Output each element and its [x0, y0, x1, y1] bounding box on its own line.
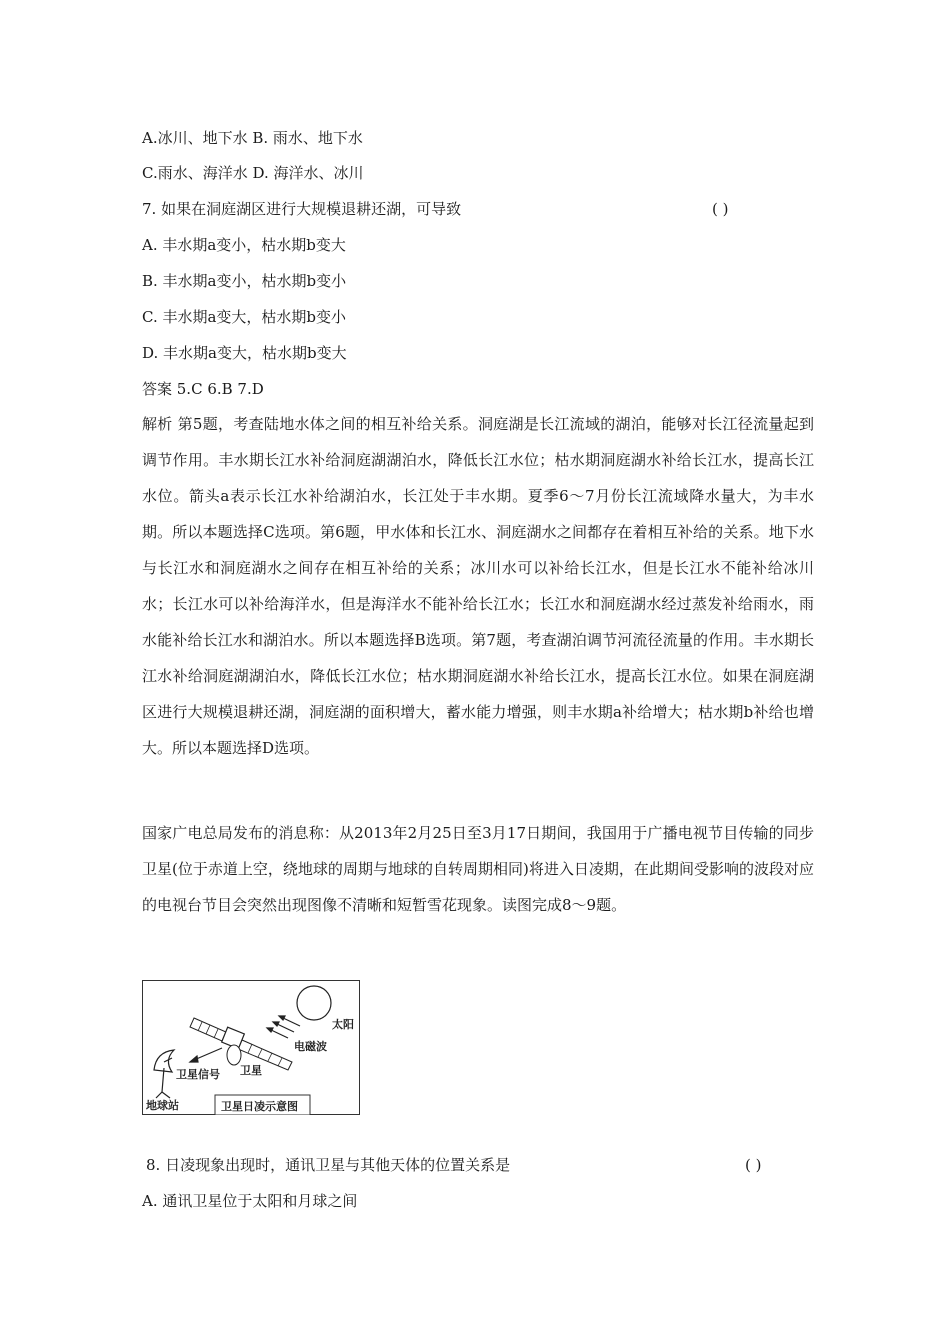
figure-caption: 卫星日凌示意图: [221, 1100, 298, 1113]
satellite-eclipse-figure: [142, 980, 360, 1115]
q7-answer-paren: ( ): [712, 200, 729, 218]
intro-paragraph: 国家广电总局发布的消息称：从2013年2月25日至3月17日期间，我国用于广播电视节目传输的同步卫星(位于赤道上空，绕地球的周期与地球的自转周期相同)将进入日凌期，在此期间受影响的波段对应的电视台节目会突然出现图像不清晰和短暂雪花现象。读图完成8～9题。: [142, 824, 814, 914]
q7-option-c: C. 丰水期a变大，枯水期b变小: [142, 308, 347, 326]
label-satellite: 卫星: [240, 1064, 262, 1077]
q6-options-row2: C.雨水、海洋水 D. 海洋水、冰川: [142, 164, 364, 182]
label-station: 地球站: [146, 1099, 179, 1112]
answer-line: 答案 5.C 6.B 7.D: [142, 380, 264, 398]
q8-answer-paren: ( ): [745, 1156, 762, 1174]
q8-option-a: A. 通讯卫星位于太阳和月球之间: [142, 1192, 358, 1210]
label-sun: 太阳: [332, 1018, 354, 1031]
q7-option-a: A. 丰水期a变小，枯水期b变大: [142, 236, 346, 254]
q7-option-b: B. 丰水期a变小，枯水期b变小: [142, 272, 347, 290]
label-em-wave: 电磁波: [294, 1040, 327, 1053]
q8-stem: 8. 日凌现象出现时，通讯卫星与其他天体的位置关系是: [146, 1156, 511, 1174]
sun-icon: [297, 986, 331, 1020]
q7-stem: 7. 如果在洞庭湖区进行大规模退耕还湖，可导致: [142, 200, 462, 218]
q6-options-row1: A.冰川、地下水 B. 雨水、地下水: [142, 129, 363, 147]
q7-option-d: D. 丰水期a变大，枯水期b变大: [142, 344, 347, 362]
figure-svg: [142, 980, 360, 1115]
label-signal: 卫星信号: [176, 1068, 220, 1081]
analysis-paragraph: 解析 第5题，考查陆地水体之间的相互补给关系。洞庭湖是长江流域的湖泊，能够对长江径流量起到调节作用。丰水期长江水补给洞庭湖湖泊水，降低长江水位；枯水期洞庭湖水补给长江水，提高长江水位。箭头a表示长江水补给湖泊水，长江处于丰水期。夏季6～7月份长江流域降水量大，为丰水期。所以本题选择C选项。第6题，甲水体和长江水、洞庭湖水之间都存在着相互补给的关系。地下水与长江水和洞庭湖水之间存在相互补给的关系；冰川水可以补给长江水，但是长江水不能补给冰川水；长江水可以补给海洋水，但是海洋水不能补给长江水；长江水和洞庭湖水经过蒸发补给雨水，雨水能补给长江水和湖泊水。所以本题选择B选项。第7题，考查湖泊调节河流径流量的作用。丰水期长江水补给洞庭湖湖泊水，降低长江水位；枯水期洞庭湖水补给长江水，提高长江水位。如果在洞庭湖区进行大规模退耕还湖，洞庭湖的面积增大，蓄水能力增强，则丰水期a补给增大；枯水期b补给也增大。所以本题选择D选项。: [142, 415, 814, 757]
